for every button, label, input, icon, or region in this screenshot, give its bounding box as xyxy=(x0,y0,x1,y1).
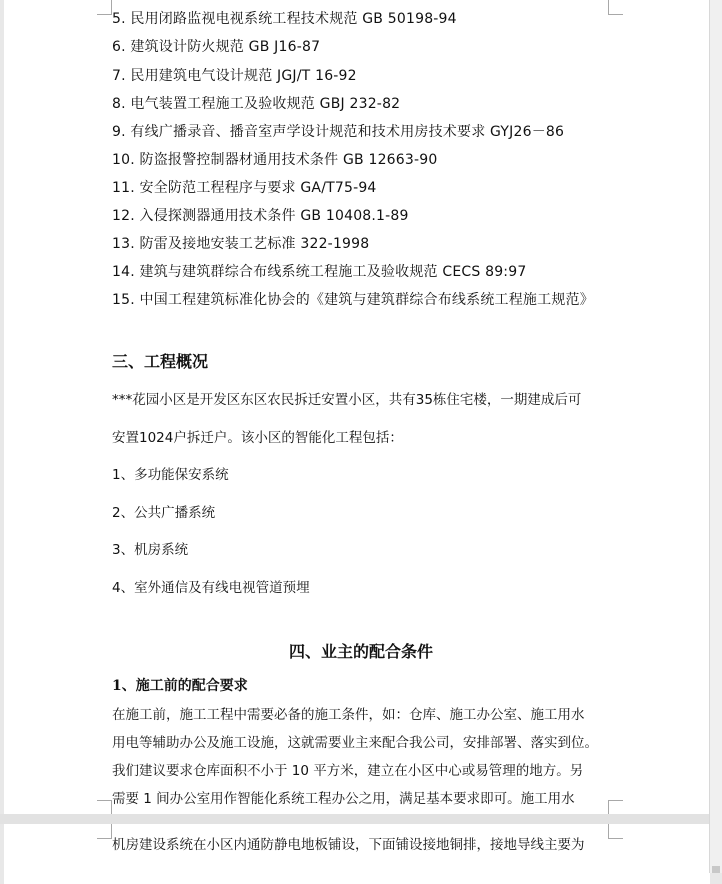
paragraph-line: 需要 1 间办公室用作智能化系统工程办公之用，满足基本要求即可。施工用水 xyxy=(112,791,575,807)
reference-item: 12. 入侵探测器通用技术条件 GB 10408.1-89 xyxy=(112,208,409,224)
reference-item: 7. 民用建筑电气设计规范 JGJ/T 16-92 xyxy=(112,68,357,84)
paragraph-line: 安置1024户拆迁户。该小区的智能化工程包括： xyxy=(112,430,403,446)
paragraph-line: 在施工前，施工工程中需要必备的施工条件，如：仓库、施工办公室、施工用水 xyxy=(112,707,585,723)
list-item: 3、机房系统 xyxy=(112,542,189,558)
crop-mark xyxy=(608,824,623,839)
scrollbar-thumb[interactable] xyxy=(712,866,720,873)
list-item: 1、多功能保安系统 xyxy=(112,467,229,483)
subsection-heading: 1、施工前的配合要求 xyxy=(112,678,248,694)
reference-item: 15. 中国工程建筑标准化协会的《建筑与建筑群综合布线系统工程施工规范》 xyxy=(112,292,594,308)
reference-item: 8. 电气装置工程施工及验收规范 GBJ 232-82 xyxy=(112,96,401,112)
crop-mark xyxy=(608,800,623,815)
reference-item: 14. 建筑与建筑群综合布线系统工程施工及验收规范 CECS 89:97 xyxy=(112,264,527,280)
section-heading: 四、业主的配合条件 xyxy=(288,642,433,661)
reference-item: 10. 防盗报警控制器材通用技术条件 GB 12663-90 xyxy=(112,152,438,168)
reference-item: 5. 民用闭路监视电视系统工程技术规范 GB 50198-94 xyxy=(112,11,457,27)
paragraph-line: 用电等辅助办公及施工设施，这就需要业主来配合我公司，安排部署、落实到位。 xyxy=(112,735,598,751)
paragraph-line: 我们建议要求仓库面积不小于 10 平方米，建立在小区中心或易管理的地方。另 xyxy=(112,763,584,779)
section-heading: 三、工程概况 xyxy=(112,352,209,371)
page-gap xyxy=(0,814,722,824)
crop-mark xyxy=(97,824,112,839)
reference-item: 9. 有线广播录音、播音室声学设计规范和技术用房技术要求 GYJ26－86 xyxy=(112,124,565,140)
vertical-scrollbar[interactable] xyxy=(709,0,722,873)
list-item: 2、公共广播系统 xyxy=(112,505,216,521)
crop-mark xyxy=(608,0,623,15)
reference-item: 11. 安全防范工程程序与要求 GA/T75-94 xyxy=(112,180,377,196)
list-item: 4、室外通信及有线电视管道预埋 xyxy=(112,580,310,596)
paragraph-line: 机房建设系统在小区内通防静电地板铺设，下面铺设接地铜排，接地导线主要为 xyxy=(112,837,585,853)
crop-mark xyxy=(97,0,112,15)
crop-mark xyxy=(97,800,112,815)
reference-item: 6. 建筑设计防火规范 GB J16-87 xyxy=(112,39,321,55)
reference-item: 13. 防雷及接地安装工艺标准 322-1998 xyxy=(112,236,370,252)
paragraph-line: ***花园小区是开发区东区农民拆迁安置小区，共有35栋住宅楼，一期建成后可 xyxy=(112,392,582,408)
